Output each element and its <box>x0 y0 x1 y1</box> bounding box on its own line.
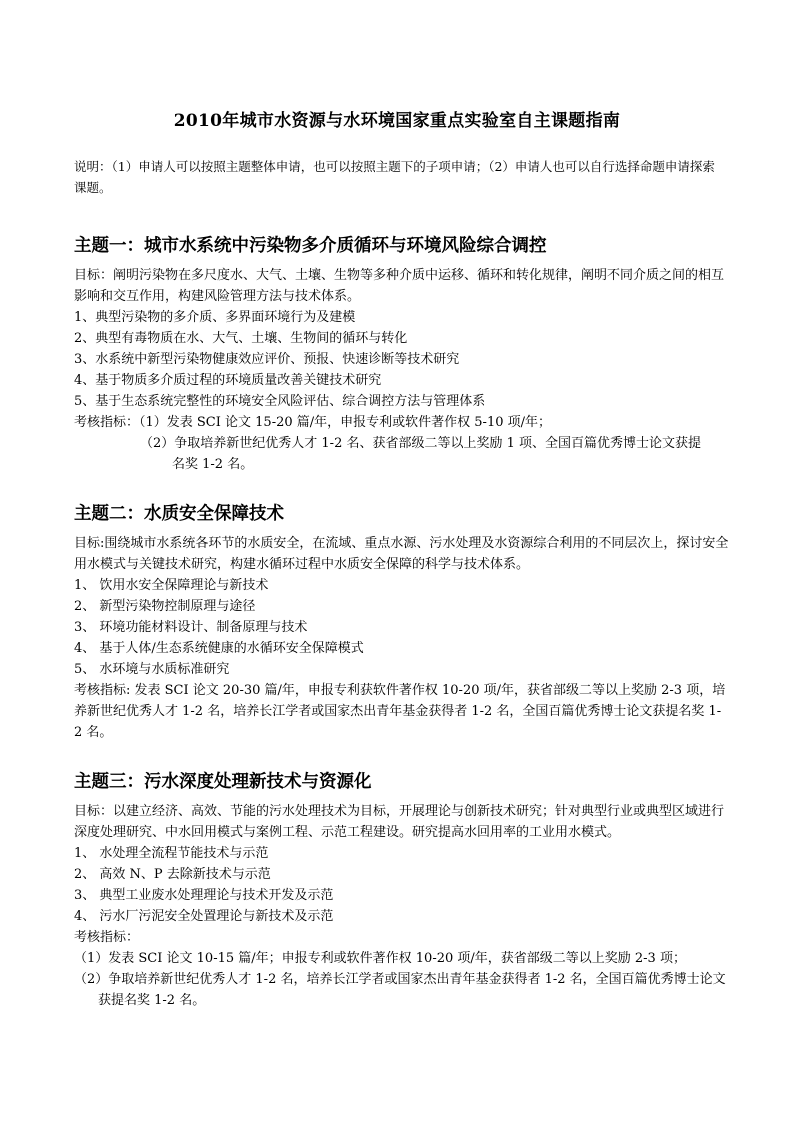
topic-1-heading: 主题一：城市水系统中污染物多介质循环与环境风险综合调控 <box>74 236 547 256</box>
topic-3-section <box>74 768 729 1011</box>
list-item: 1、典型污染物的多介质、多界面环境行为及建模 <box>74 310 356 325</box>
topic-1-goal: 目标：阐明污染物在多尺度水、大气、土壤、生物等多种介质中运移、循环和转化规律，阐明不同介质之间的相互影响和交互作用，构建风险管理方法与技术体系。 <box>74 268 725 304</box>
topic-1-assessment-2-cont: 名奖 1-2 名。 <box>172 457 254 472</box>
list-item: 4、 基于人体/生态系统健康的水循环安全保障模式 <box>74 641 364 656</box>
topic-1-assessment-1: 考核指标：（1）发表 SCI 论文 15-20 篇/年，申报专利或软件著作权 5-10 项/年； <box>74 415 551 430</box>
topic-3-assessment-1: （1）发表 SCI 论文 10-15 篇/年；申报专利或软件著作权 10-20 项/年，获省部级二等以上奖励 2-3 项； <box>74 951 686 966</box>
topic-2-heading: 主题二：水质安全保障技术 <box>74 504 284 524</box>
list-item: 4、 污水厂污泥安全处置理论与新技术及示范 <box>74 909 334 924</box>
topic-1-section <box>74 232 729 475</box>
topic-2-section <box>74 500 729 743</box>
topic-1-assessment-2: （2）争取培养新世纪优秀人才 1-2 名、获省部级二等以上奖励 1 项、全国百篇优秀博士论文获提 <box>140 436 702 451</box>
list-item: 2、典型有毒物质在水、大气、土壤、生物间的循环与转化 <box>74 331 408 346</box>
list-item: 3、水系统中新型污染物健康效应评价、预报、快速诊断等技术研究 <box>74 352 460 367</box>
document-title: 2010年城市水资源与水环境国家重点实验室自主课题指南 <box>173 111 621 131</box>
list-item: 1、 水处理全流程节能技术与示范 <box>74 846 269 861</box>
topic-3-heading: 主题三：污水深度处理新技术与资源化 <box>74 772 372 792</box>
topic-2-goal: 目标:围绕城市水系统各环节的水质安全，在流域、重点水源、污水处理及水资源综合利用的不同层次上，探讨安全用水模式与关键技术研究，构建水循环过程中水质安全保障的科学与技术体系。 <box>74 536 729 572</box>
topic-3-goal: 目标：以建立经济、高效、节能的污水处理技术为目标，开展理论与创新技术研究；针对典型行业或典型区域进行深度处理研究、中水回用模式与案例工程、示范工程建设。研究提高水回用率的工业用水模式。 <box>74 804 725 840</box>
list-item: 5、 水环境与水质标准研究 <box>74 662 230 677</box>
list-item: 2、 新型污染物控制原理与途径 <box>74 599 256 614</box>
topic-2-assessment: 考核指标: 发表 SCI 论文 20-30 篇/年，申报专利获软件著作权 10-20 项/年，获省部级二等以上奖励 2-3 项，培养新世纪优秀人才 1-2 名，培养长江学者或国家杰出青年基金获得者 1-2 名，全国百篇优秀博士论文获提名奖 1-2 名。 <box>74 683 726 740</box>
list-item: 2、 高效 N、P 去除新技术与示范 <box>74 867 271 882</box>
list-item: 3、 环境功能材料设计、制备原理与技术 <box>74 620 308 635</box>
instructions-note: 说明：（1）申请人可以按照主题整体申请，也可以按照主题下的子项申请；（2）申请人也可以自行选择命题申请探索课题。 <box>74 159 715 195</box>
topic-3-assessment-2: （2）争取培养新世纪优秀人才 1-2 名，培养长江学者或国家杰出青年基金获得者 1-2 名，全国百篇优秀博士论文获提名奖 1-2 名。 <box>74 972 726 1008</box>
list-item: 3、 典型工业废水处理理论与技术开发及示范 <box>74 888 334 903</box>
list-item: 4、基于物质多介质过程的环境质量改善关键技术研究 <box>74 373 382 388</box>
list-item: 1、 饮用水安全保障理论与新技术 <box>74 578 269 593</box>
list-item: 5、基于生态系统完整性的环境安全风险评估、综合调控方法与管理体系 <box>74 394 486 409</box>
topic-3-assessment-label: 考核指标： <box>74 930 140 945</box>
